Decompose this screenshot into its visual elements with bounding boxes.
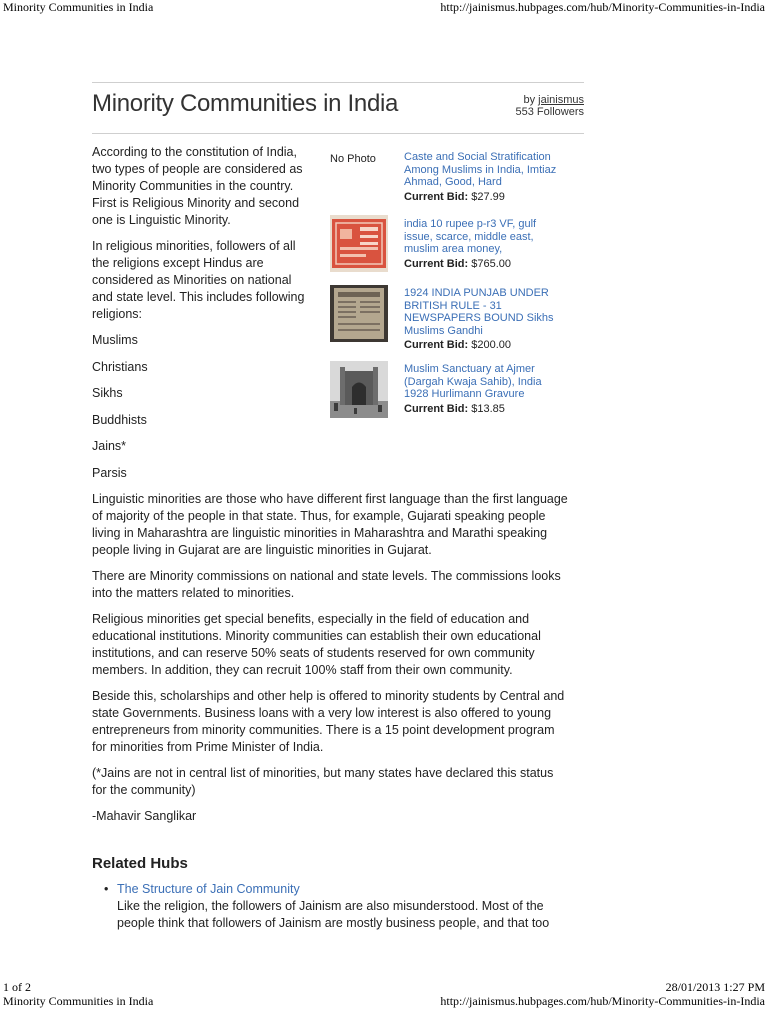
bid-label: Current Bid:	[404, 339, 469, 352]
print-header-url: http://jainismus.hubpages.com/hub/Minority-Communities-in-India	[440, 0, 765, 14]
related-hubs-heading: Related Hubs	[92, 855, 188, 872]
page-number: 1 of 2	[3, 980, 31, 994]
print-footer-url: http://jainismus.hubpages.com/hub/Minority-Communities-in-India	[440, 994, 765, 1008]
religion-item: Christians	[92, 359, 148, 374]
author-link[interactable]: jainismus	[538, 94, 584, 106]
newspaper-thumbnail[interactable]	[330, 285, 388, 342]
listing-text	[404, 363, 564, 415]
listing-bid	[404, 258, 564, 271]
print-datetime: 28/01/2013 1:27 PM	[665, 980, 765, 994]
no-photo-label: No Photo	[330, 153, 376, 165]
related-hub-link[interactable]: The Structure of Jain Community	[117, 882, 300, 896]
listing-text	[404, 151, 564, 203]
bid-label: Current Bid:	[404, 402, 469, 415]
ebay-listings	[330, 151, 570, 421]
print-header-title: Minority Communities in India	[3, 0, 154, 14]
follower-count: 553 Followers	[515, 106, 584, 118]
bid-label: Current Bid:	[404, 190, 469, 203]
sanctuary-photo-thumbnail[interactable]	[330, 361, 388, 418]
related-hubs-list	[92, 881, 562, 932]
listing-text	[404, 287, 564, 352]
listing-text	[404, 218, 564, 270]
related-hub-item	[92, 881, 562, 932]
listing-item	[330, 285, 570, 361]
page-title: Minority Communities in India	[92, 90, 399, 117]
listing-item	[330, 361, 570, 421]
paragraph: (*Jains are not in central list of minorities, but many states have declared this status for the community)	[92, 766, 554, 797]
bid-amount: $200.00	[471, 339, 511, 352]
listing-bid	[404, 403, 564, 416]
religion-item: Parsis	[92, 465, 127, 480]
bid-amount: $13.85	[471, 402, 505, 415]
listing-link[interactable]: 1924 INDIA PUNJAB UNDER BRITISH RULE - 31 NEWSPAPERS BOUND Sikhs Muslims Gandhi	[404, 287, 554, 337]
signature: -Mahavir Sanglikar	[92, 809, 197, 823]
bid-amount: $27.99	[471, 190, 505, 203]
paragraph: According to the constitution of India, two types of people are considered as Minority Communities in the country. First is Religious Minority and second one is Linguistic Minority.	[92, 145, 303, 227]
listing-item	[330, 215, 570, 285]
bullet-icon: •	[104, 882, 109, 896]
bid-amount: $765.00	[471, 257, 511, 270]
print-header	[0, 0, 768, 16]
listing-item	[330, 151, 570, 215]
banknote-thumbnail[interactable]	[330, 215, 388, 272]
paragraph: Linguistic minorities are those who have different first language than the first language of majority of the people in that state. Thus, for example, Gujarati speaking people living in Maharashtra are linguistic minorities in Maharashtra and Marathi speaking people living in Gujarat are are linguistic minorities in Gujarat.	[92, 492, 568, 557]
print-footer	[0, 980, 768, 1020]
print-footer-title: Minority Communities in India	[3, 994, 154, 1008]
paragraph: There are Minority commissions on national and state levels. The commissions looks into the matters related to minorities.	[92, 569, 561, 600]
paragraph: In religious minorities, followers of all the religions except Hindus are considered as Minorities on national and state level. This includes following religions:	[92, 239, 305, 321]
listing-link[interactable]: Muslim Sanctuary at Ajmer (Dargah Kwaja Sahib), India 1928 Hurlimann Gravure	[404, 363, 542, 401]
paragraph: Religious minorities get special benefits, especially in the field of education and educational institutions. Minority communities can establish their own educational institutions, and can reserve 50% seats of students reserved for own community members. In addition, they can recruit 100% staff from their own community.	[92, 612, 541, 677]
religion-item: Sikhs	[92, 386, 123, 400]
listing-bid	[404, 339, 564, 352]
related-hub-excerpt: Like the religion, the followers of Jainism are also misunderstood. Most of the people think that followers of Jainism are mostly business people, and that too	[117, 899, 550, 930]
author-box	[516, 94, 584, 118]
top-divider	[92, 82, 584, 83]
religion-item: Jains*	[92, 439, 127, 453]
listing-link[interactable]: india 10 rupee p-r3 VF, gulf issue, scarce, middle east, muslim area money,	[404, 218, 537, 256]
bid-label: Current Bid:	[404, 257, 469, 270]
title-divider	[92, 133, 584, 134]
listing-link[interactable]: Caste and Social Stratification Among Muslims in India, Imtiaz Ahmad, Good, Hard	[404, 151, 557, 189]
religion-item: Muslims	[92, 333, 138, 347]
author-prefix: by	[523, 94, 536, 106]
paragraph: Beside this, scholarships and other help is offered to minority students by Central and state Governments. Business loans with a very low interest is also offered to young entrepreneurs from minority communities. There is a 15 point development program for minorities from Prime Minister of India.	[92, 689, 565, 754]
listing-bid	[404, 191, 564, 204]
religion-item: Buddhists	[92, 412, 147, 427]
